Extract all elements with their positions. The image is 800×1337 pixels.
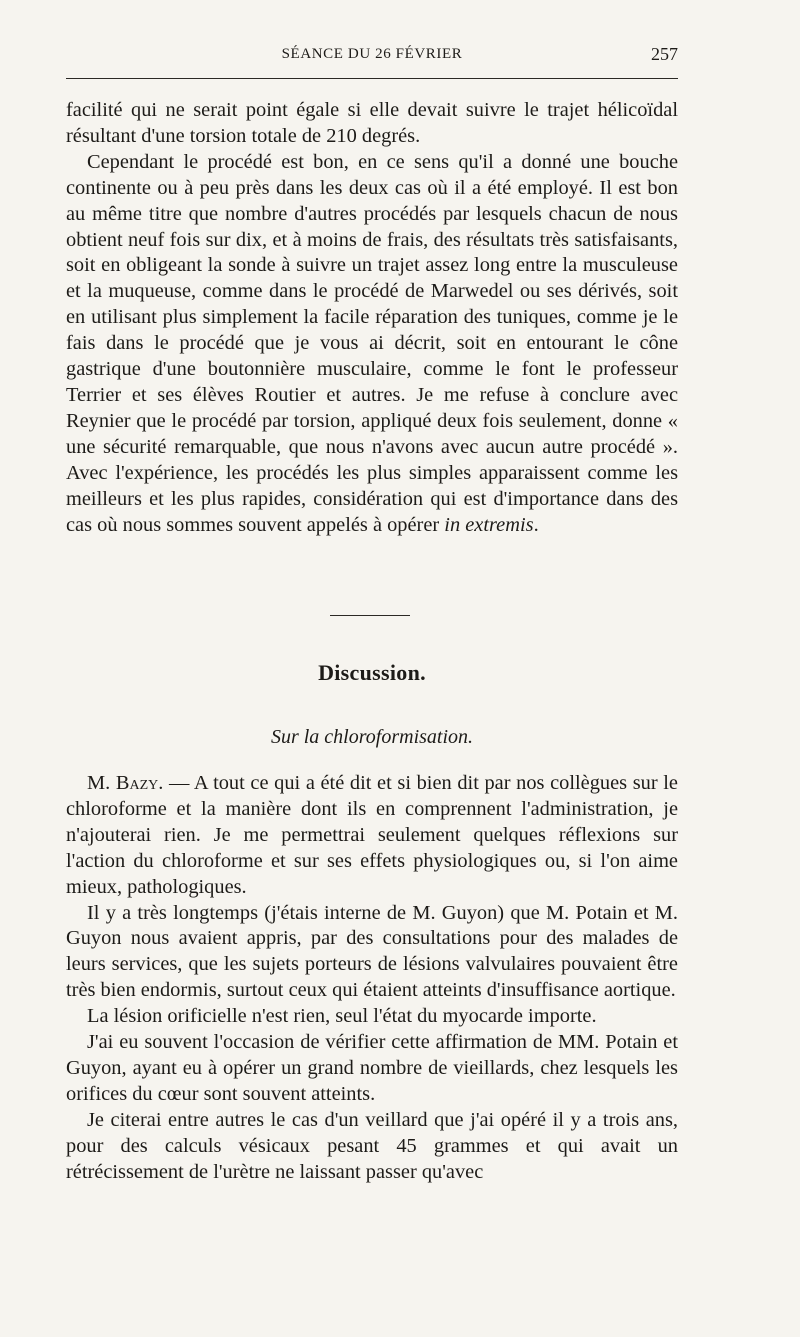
speaker-prefix: M. [87,772,111,794]
paragraph: J'ai eu souvent l'occasion de vérifier cette affirmation de MM. Potain et Guyon, ayant eu à opérer un grand nombre de vieillards, chez lesquels les orifices du cœur sont souvent atteints. [66,1031,678,1105]
section-subheading: Sur la chloroformisation. [270,726,474,748]
paragraph: La lésion orificielle n'est rien, seul l'état du myocarde importe. [87,1005,597,1028]
paragraph: Il y a très longtemps (j'étais interne de M. Guyon) que M. Potain et M. Guyon nous avaient appris, par des consultations pour des malades de leurs services, que les sujets porteurs de lésions valvulaires pouvaient être très bien endormis, surtout ceux qui étaient atteints d'insuffisance aortique. [66,901,678,1002]
speaker-name: Bazy [115,772,159,794]
section-text-1 [66,98,678,538]
section-heading: Discussion. [318,660,426,685]
paragraph-text: . — A tout ce qui a été dit et si bien dit par nos collègues sur le chloroforme et la manière dont ils en comprennent l'administration, je n'ajouterai rien. Je me permettrai seulement quelques réflexions sur l'action du chloroforme et sur ses effets physiologiques ou, si l'on aime mieux, pathologiques. [66,772,678,898]
header-rule [66,78,678,79]
paragraph [66,150,678,539]
section-text-2 [66,771,678,1186]
paragraph [66,771,678,901]
running-title: SÉANCE DU 26 FÉVRIER [281,46,463,62]
paragraph-text: Cependant le procédé est bon, en ce sens qu'il a donné une bouche continente ou à peu près dans les deux cas où il a été employé. Il est bon au même titre que nombre d'autres procédés par lesquels chacun de nous obtient neuf fois sur dix, et à moins de frais, des résultats très satisfaisants, soit en obligeant la sonde à suivre un trajet assez long entre la musculeuse et la muqueuse, comme dans le procédé de Marwedel ou ses dérivés, soit en utilisant plus simplement la facile réparation des tuniques, comme je le fais dans le procédé que je vous ai décrit, soit en entourant le cône gastrique d'une boutonnière musculaire, comme le font le professeur Terrier et ses élèves Routier et autres. Je me refuse à conclure avec Reynier que le procédé par torsion, appliqué deux fois seulement, donne « une sécurité remarquable, que nous n'avons avec aucun autre procédé ». Avec l'expérience, les procédés les plus simples apparaissent comme les meilleurs et les plus rapides, considération qui est d'importance dans des cas où nous sommes souvent appelés à opérer [66,150,678,536]
italic-phrase: in extremis [444,513,534,536]
paragraph-end: . [533,513,539,536]
paragraph: facilité qui ne serait point égale si elle devait suivre le trajet hélicoïdal résultant d'une torsion totale de 210 degrés. [66,99,678,147]
section-divider [330,615,410,616]
running-head [66,44,678,66]
page-number: 257 [651,44,678,64]
paragraph: Je citerai entre autres le cas d'un veillard que j'ai opéré il y a trois ans, pour des calculs vésicaux pesant 45 grammes et qui avait un rétrécissement de l'urètre ne laissant passer qu'avec [66,1108,678,1183]
